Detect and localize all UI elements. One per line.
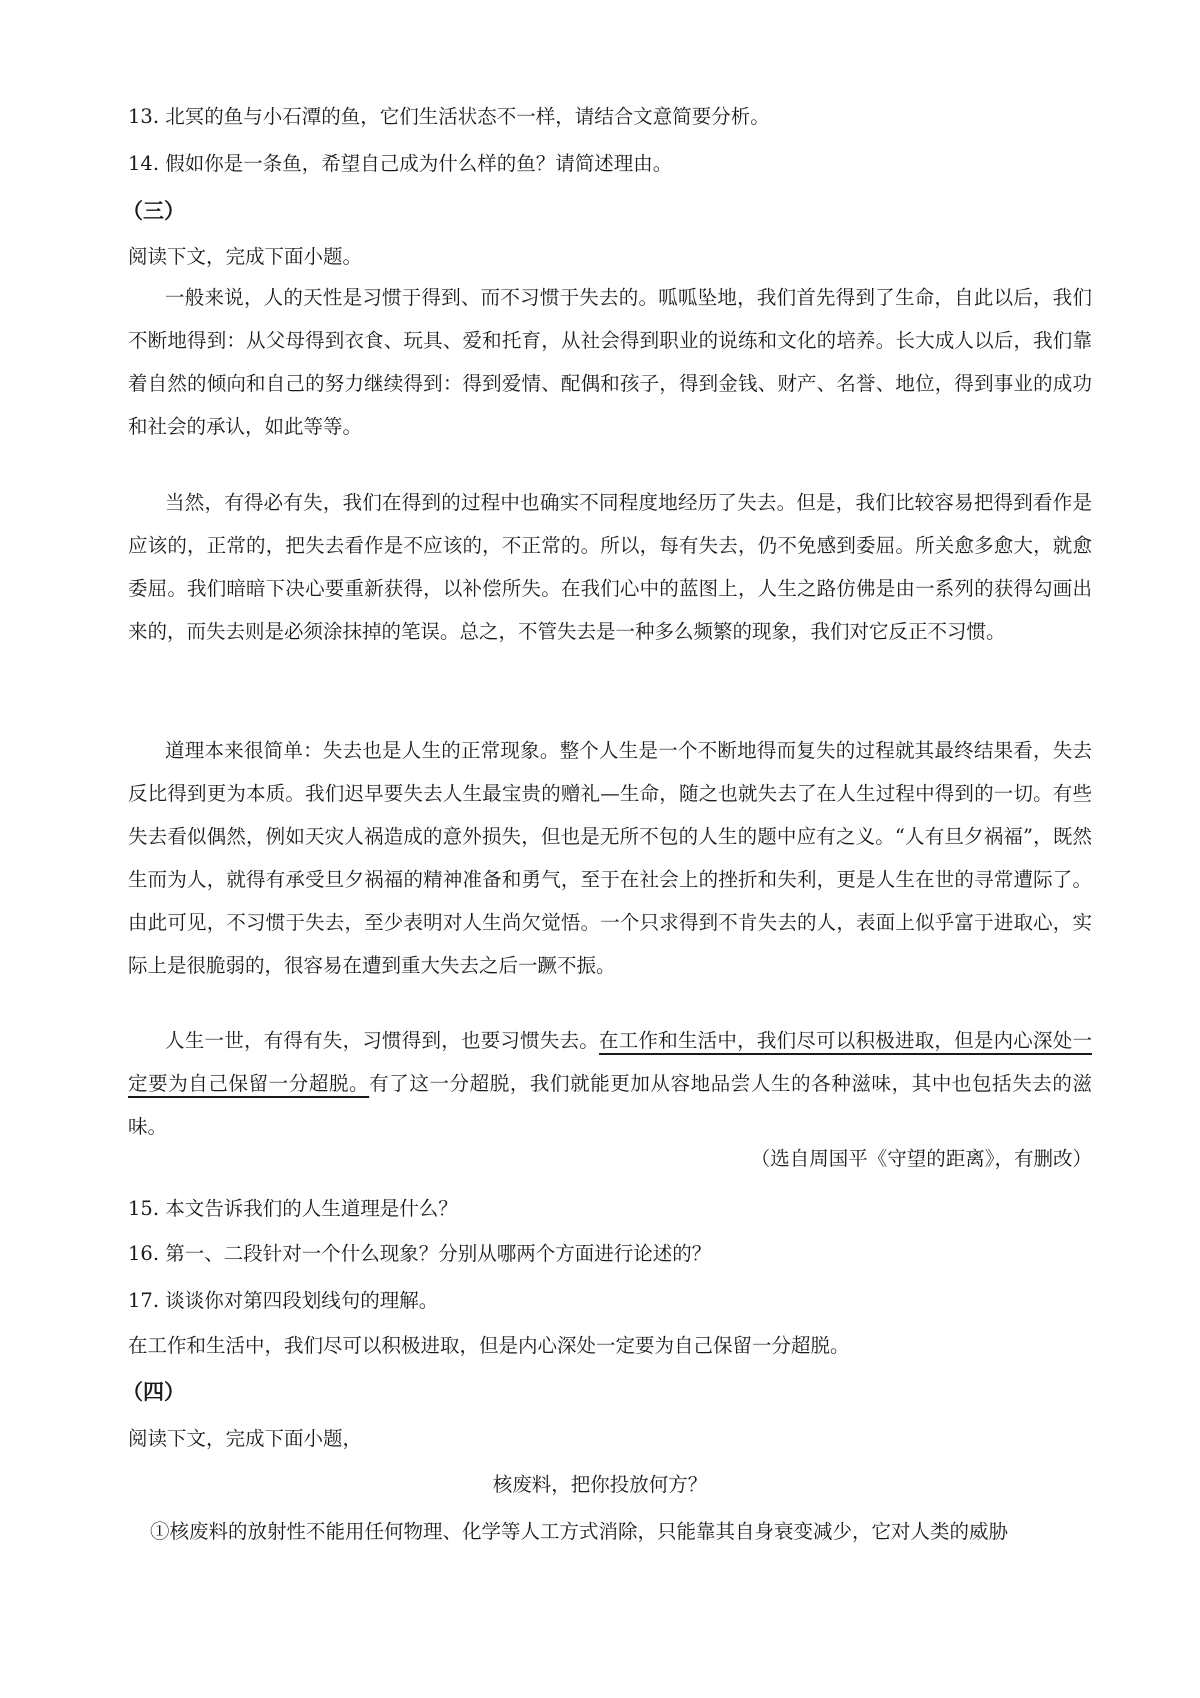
section-3-heading: （三）: [122, 198, 185, 223]
question-17: 17. 谈谈你对第四段划线句的理解。: [128, 1289, 439, 1312]
question-17-quote: 在工作和生活中，我们尽可以积极进取，但是内心深处一定要为自己保留一分超脱。: [128, 1334, 850, 1357]
source-citation: （选自周国平《守望的距离》，有删改）: [750, 1147, 1092, 1170]
question-15: 15. 本文告诉我们的人生道理是什么？: [128, 1197, 458, 1220]
question-16: 16. 第一、二段针对一个什么现象？分别从哪两个方面进行论述的？: [128, 1242, 712, 1265]
paragraph-1: 一般来说，人的天性是习惯于得到、而不习惯于失去的。呱呱坠地，我们首先得到了生命，自此以后，我们不断地得到：从父母得到衣食、玩具、爱和托育，从社会得到职业的说练和文化的培养。长大成人以后，我们靠着自然的倾向和自己的努力继续得到：得到爱情、配偶和孩子，得到金钱、财产、名誉、地位，得到事业的成功和社会的承认，如此等等。: [128, 286, 1092, 438]
section-4-paragraph-1: ①核废料的放射性不能用任何物理、化学等人工方式消除，只能靠其自身衰变减少，它对人类的威胁: [150, 1520, 1009, 1543]
paragraph-3: 道理本来很简单：失去也是人生的正常现象。整个人生是一个不断地得而复失的过程就其最终结果看，失去反比得到更为本质。我们迟早要失去人生最宝贵的赠礼—生命，随之也就失去了在人生过程中得到的一切。有些失去看似偶然，例如天灾人祸造成的意外损失，但也是无所不包的人生的题中应有之义。“人有旦夕祸福”，既然生而为人，就得有承受旦夕祸福的精神准备和勇气，至于在社会上的挫折和失利，更是人生在世的寻常遭际了。由此可见，不习惯于失去，至少表明对人生尚欠觉悟。一个只求得到不肯失去的人，表面上似乎富于进取心，实际上是很脆弱的，很容易在遭到重大失去之后一蹶不振。: [128, 739, 1092, 977]
question-14: 14. 假如你是一条鱼，希望自己成为什么样的鱼？请简述理由。: [128, 152, 673, 175]
paragraph-4: [128, 1019, 1092, 1148]
paragraph-4-lead: 人生一世，有得有失，习惯得到，也要习惯失去。: [165, 1029, 600, 1052]
section-4-instruction: 阅读下文，完成下面小题，: [128, 1427, 363, 1450]
paragraph-4-tail: 有了这一分超脱，我们就能更加从容地品尝人生的各种滋味，其中也包括失去的滋味。: [128, 1072, 1092, 1138]
article-title: 核废料，把你投放何方？: [492, 1473, 708, 1496]
question-13: 13. 北冥的鱼与小石潭的鱼，它们生活状态不一样，请结合文意简要分析。: [128, 105, 770, 128]
underlined-sentence: 在工作和生活中，我们尽可以积极进取，但是内心深处一定要为自己保留一分超脱。: [128, 1029, 1092, 1095]
paragraph-2: 当然，有得必有失，我们在得到的过程中也确实不同程度地经历了失去。但是，我们比较容易把得到看作是应该的，正常的，把失去看作是不应该的，不正常的。所以，每有失去，仍不免感到委屈。所关愈多愈大，就愈委屈。我们暗暗下决心要重新获得，以补偿所失。在我们心中的蓝图上，人生之路仿佛是由一系列的获得勾画出来的，而失去则是必须涂抹掉的笔误。总之，不管失去是一种多么频繁的现象，我们对它反正不习惯。: [128, 491, 1092, 643]
section-4-heading: （四）: [122, 1379, 185, 1404]
section-3-instruction: 阅读下文，完成下面小题。: [128, 245, 363, 268]
